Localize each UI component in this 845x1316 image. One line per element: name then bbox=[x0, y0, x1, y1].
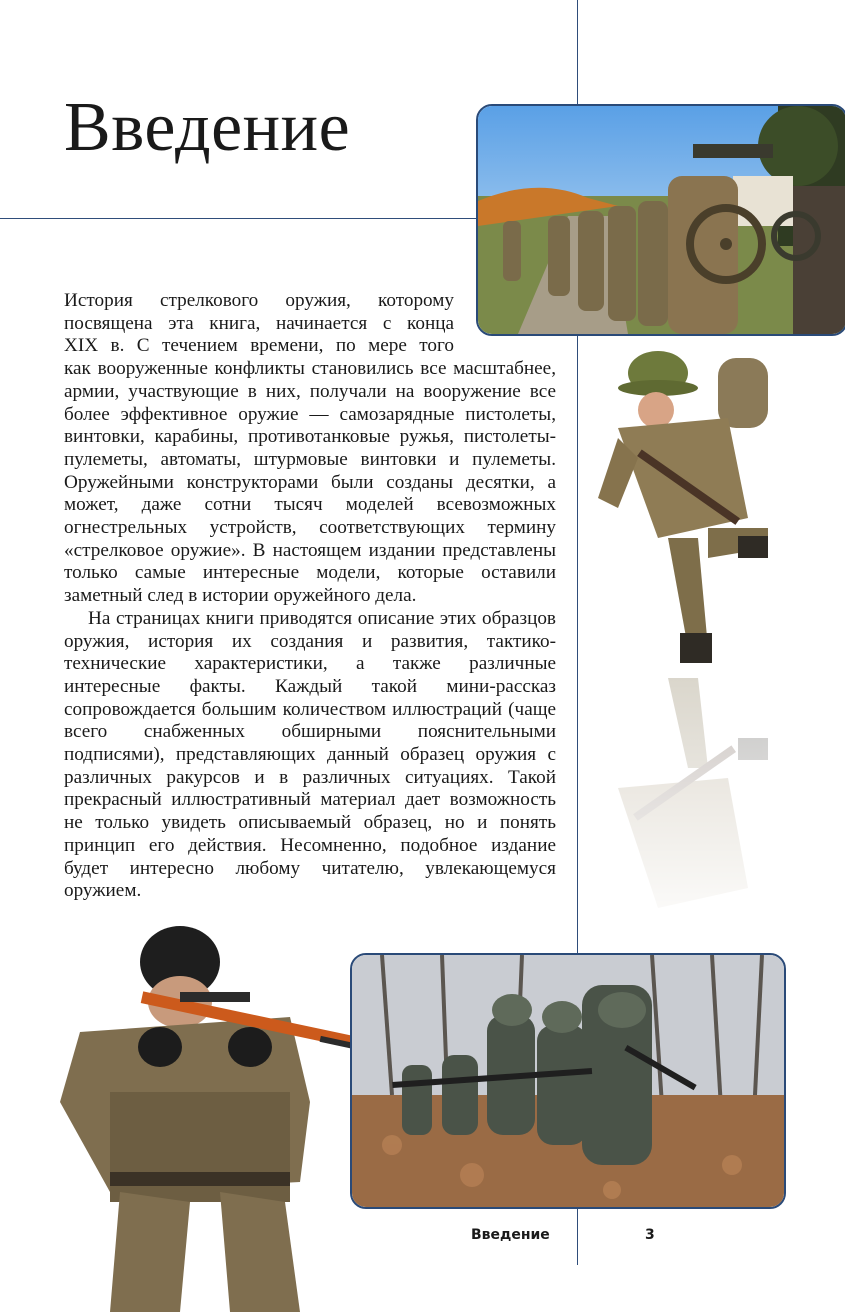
page-number: 3 bbox=[645, 1227, 655, 1243]
forest-soldiers-photo bbox=[350, 953, 786, 1209]
sniper-image bbox=[40, 922, 360, 1312]
text-line: XIX в. С течением времени, по мере того bbox=[64, 335, 454, 357]
text-line: История стрелкового оружия, которому bbox=[64, 290, 454, 311]
running-soldier-image bbox=[598, 348, 778, 948]
paragraph-1-lead bbox=[64, 290, 454, 358]
paragraph-2: На страницах книги приводятся описание этих образцов оружия, история их создания и развития, тактико-технические характеристики, а также различные интересные факты. Каждый такой мини-рассказ сопровождается большим количеством иллюстраций (чаще всего снабженных обширными пояснительными подписями), представляющих данный образец оружия с различных ракурсов и в различных ситуациях. Такой прекрасный иллюстративный материал дает возможность не только увидеть описываемый образец, но и понять принцип его действия. Несомненно, подобное издание будет интересно любому читателю, увлекающемуся оружием. bbox=[64, 607, 556, 902]
running-head: Введение bbox=[471, 1227, 550, 1243]
paragraph-1: как вооруженные конфликты становились все масштабнее, армии, участвующие в них, получали на вооружение все более эффективное оружие — самозарядные пистолеты, винтовки, карабины, противотанковые ружья, пистолеты-пулеметы, автоматы, штурмовые винтовки и пулеметы. Оружейными конструкторами были созданы десятки, а может, даже сотни тысяч моделей всевозможных огнестрельных устройств, соответствующих термину «стрелковое оружие». В настоящем издании представлены только самые интересные модели, которые оставили заметный след в истории оружейного дела. bbox=[64, 358, 556, 607]
horizontal-rule bbox=[0, 218, 478, 219]
body-text bbox=[64, 290, 556, 903]
text-line: посвящена эта книга, начинается с конца bbox=[64, 312, 454, 334]
page-title: Введение bbox=[64, 89, 351, 166]
